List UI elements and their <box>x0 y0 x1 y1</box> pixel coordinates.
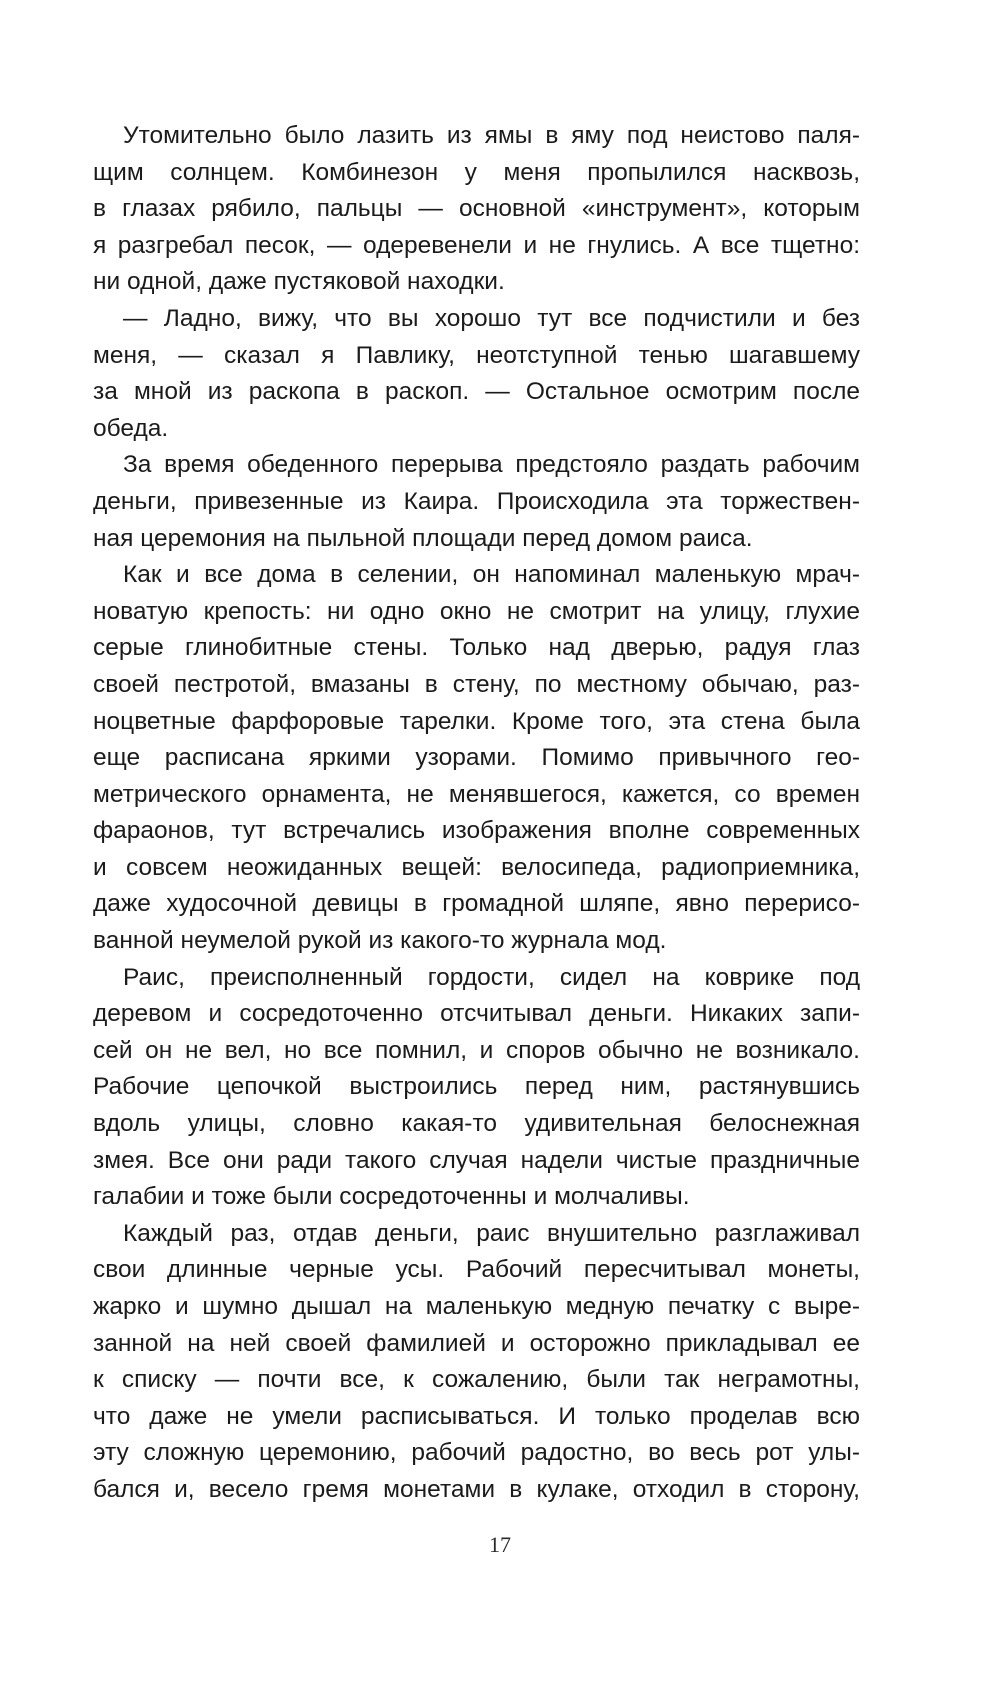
text-line: Как и все дома в селении, он напоминал маленькую мрач- <box>123 561 860 589</box>
text-line: к списку — почти все, к сожалению, были так неграмотны, <box>93 1366 860 1394</box>
text-line: метрического орнамента, не менявшегося, кажется, со времен <box>93 780 860 808</box>
paragraph <box>93 118 860 301</box>
paragraph <box>93 960 860 1216</box>
text-line: занной на ней своей фамилией и осторожно прикладывал ее <box>93 1329 860 1357</box>
paragraph <box>93 1216 860 1509</box>
paragraph <box>93 557 860 960</box>
text-line: — Ладно, вижу, что вы хорошо тут все подчистили и без <box>123 304 860 332</box>
text-line: за мной из раскопа в раскоп. — Остальное осмотрим после <box>93 378 860 406</box>
text-line: щим солнцем. Комбинезон у меня пропылился насквозь, <box>93 158 860 186</box>
text-line: Каждый раз, отдав деньги, раис внушительно разглаживал <box>123 1219 860 1247</box>
body-text <box>93 118 860 1509</box>
text-line: фараонов, тут встречались изображения вполне современных <box>93 817 860 845</box>
text-line: ни одной, даже пустяковой находки. <box>93 268 505 296</box>
text-line: ноцветные фарфоровые тарелки. Кроме того, эта стена была <box>93 707 860 735</box>
text-line: сей он не вел, но все помнил, и споров обычно не возникало. <box>93 1036 860 1064</box>
text-line: я разгребал песок, — одеревенели и не гнулись. А все тщетно: <box>93 231 860 259</box>
text-line: галабии и тоже были сосредоточенны и молчаливы. <box>93 1183 690 1211</box>
text-line: За время обеденного перерыва предстояло раздать рабочим <box>123 451 860 479</box>
text-line: деревом и сосредоточенно отсчитывал деньги. Никаких запи- <box>93 1000 860 1028</box>
text-line: жарко и шумно дышал на маленькую медную печатку с выре- <box>93 1293 860 1320</box>
text-line: еще расписана яркими узорами. Помимо привычного гео- <box>93 744 860 772</box>
text-line: серые глинобитные стены. Только над дверью, радуя глаз <box>93 634 860 662</box>
text-line: деньги, привезенные из Каира. Происходила эта торжествен- <box>93 487 860 515</box>
page-number: 17 <box>489 1532 511 1557</box>
text-line: свои длинные черные усы. Рабочий пересчитывал монеты, <box>93 1256 860 1284</box>
text-line: бался и, весело гремя монетами в кулаке, отходил в сторону, <box>93 1475 860 1503</box>
text-line: новатую крепость: ни одно окно не смотрит на улицу, глухие <box>93 597 860 625</box>
text-line: даже худосочной девицы в громадной шляпе, явно перерисо- <box>93 890 860 918</box>
text-line: змея. Все они ради такого случая надели чистые праздничные <box>93 1146 860 1174</box>
text-line: Рабочие цепочкой выстроились перед ним, растянувшись <box>93 1073 860 1101</box>
paragraph <box>93 447 860 557</box>
text-line: вдоль улицы, словно какая-то удивительная белоснежная <box>93 1110 860 1138</box>
text-line: Раис, преисполненный гордости, сидел на коврике под <box>123 963 860 991</box>
text-line: обеда. <box>93 414 169 442</box>
text-line: ная церемония на пыльной площади перед домом раиса. <box>93 524 753 552</box>
paragraph <box>93 301 860 447</box>
text-line: своей пестротой, вмазаны в стену, по местному обычаю, раз- <box>93 670 860 698</box>
text-line: что даже не умели расписываться. И только проделав всю <box>93 1402 860 1430</box>
text-line: и совсем неожиданных вещей: велосипеда, радиоприемника, <box>93 853 860 881</box>
text-line: меня, — сказал я Павлику, неотступной тенью шагавшему <box>93 341 860 369</box>
text-line: эту сложную церемонию, рабочий радостно, во весь рот улы- <box>93 1439 860 1467</box>
text-line: в глазах рябило, пальцы — основной «инструмент», которым <box>93 195 860 223</box>
text-line: Утомительно было лазить из ямы в яму под неистово паля- <box>123 122 860 149</box>
text-line: ванной неумелой рукой из какого-то журнала мод. <box>93 927 667 955</box>
